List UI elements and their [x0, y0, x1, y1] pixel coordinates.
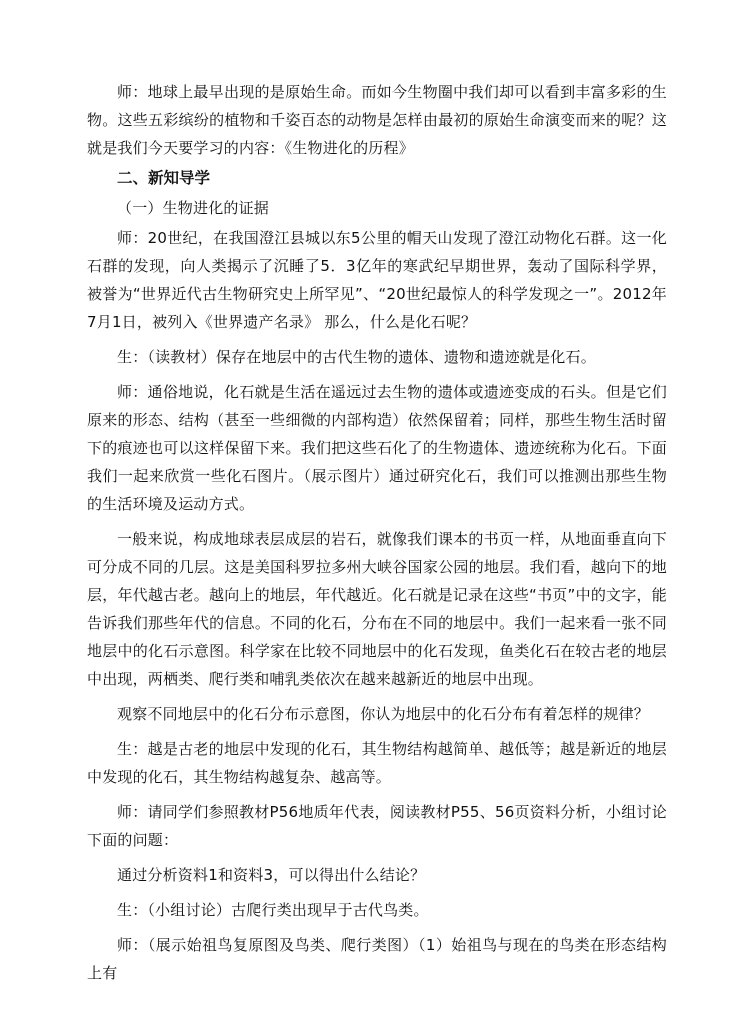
- paragraph-teacher-instruction: 师：请同学们参照教材P56地质年代表，阅读教材P55、56页资料分析，小组讨论下面的问题：: [87, 803, 667, 849]
- paragraph-analysis-question: 通过分析资料1和资料3，可以得出什么结论？: [117, 866, 426, 884]
- paragraph-rock-layers: 一般来说，构成地球表层成层的岩石，就像我们课本的书页一样，从地面垂直向下可分成不同的几层。这是美国科罗拉多州大峡谷国家公园的地层。我们看，越向下的地层，年代越古老。越向上的地层，年代越近。化石就是记录在这些“书页”中的文字，能告诉我们那些年代的信息。不同的化石，分布在不同的地层中。我们一起来看一张不同地层中的化石示意图。科学家在比较不同地层中的化石发现，鱼类化石在较古老的地层中出现，两栖类、爬行类和哺乳类依次在越来越新近的地层中出现。: [87, 530, 667, 688]
- paragraph-group-discussion: 生：（小组讨论）古爬行类出现早于古代鸟类。: [117, 901, 429, 919]
- paragraph-intro: 师：地球上最早出现的是原始生命。而如今生物圈中我们却可以看到丰富多彩的生物。这些五彩缤纷的植物和千姿百态的动物是怎样由最初的原始生命演变而来的呢？这就是我们今天要学习的内容：《生物进化的历程》: [87, 83, 667, 157]
- section-heading-new-knowledge: 二、新知导学: [117, 169, 211, 187]
- paragraph-observe-question: 观察不同地层中的化石分布示意图，你认为地层中的化石分布有着怎样的规律？: [117, 705, 650, 723]
- subsection-heading-evidence: （一）生物进化的证据: [117, 199, 270, 217]
- paragraph-student-definition: 生：（读教材）保存在地层中的古代生物的遗体、遗物和遗迹就是化石。: [117, 348, 596, 366]
- paragraph-archaeopteryx: 师：（展示始祖鸟复原图及鸟类、爬行类图）（1）始祖鸟与现在的鸟类在形态结构上有: [87, 936, 667, 982]
- paragraph-student-answer: 生：越是古老的地层中发现的化石，其生物结构越简单、越低等；越是新近的地层中发现的化石，其生物结构越复杂、越高等。: [87, 740, 667, 786]
- document-body: [87, 78, 667, 987]
- paragraph-fossil-explanation: 师：通俗地说，化石就是生活在遥远过去生物的遗体或遗迹变成的石头。但是它们原来的形态、结构（甚至一些细微的内部构造）依然保留着；同样，那些生物生活时留下的痕迹也可以这样保留下来。我们把这些石化了的生物遗体、遗迹统称为化石。下面我们一起来欣赏一些化石图片。（展示图片）通过研究化石，我们可以推测出那些生物的生活环境及运动方式。: [87, 383, 667, 513]
- paragraph-chengjiang-fossils: 师：20世纪，在我国澄江县城以东5公里的帽天山发现了澄江动物化石群。这一化石群的发现，向人类揭示了沉睡了5．3亿年的寒武纪早期世界，轰动了国际科学界，被誉为“世界近代古生物研究史上所罕见”、“20世纪最惊人的科学发现之一”。2012年7月1日，被列入《世界遗产名录》 那么，什么是化石呢？: [87, 229, 667, 331]
